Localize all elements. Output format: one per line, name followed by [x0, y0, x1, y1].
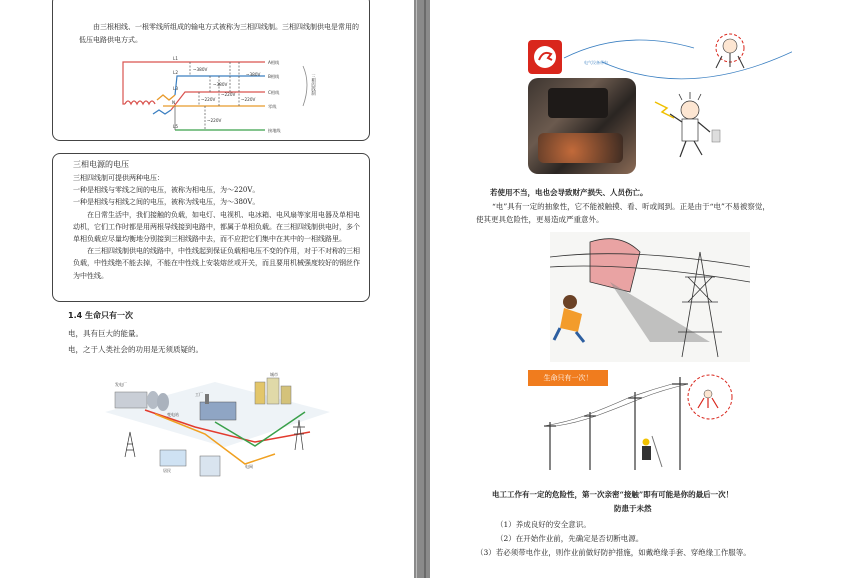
- voltage-box-body: [73, 172, 366, 282]
- warning-paragraph: 若使用不当，电也会导致财产损失、人员伤亡。: [490, 188, 648, 197]
- book-spine: [414, 0, 430, 578]
- building-icon-2: [267, 378, 279, 404]
- chimney-icon: [205, 394, 209, 404]
- grid-label-city: 城市: [270, 372, 278, 377]
- lv-3: ~380V: [246, 72, 261, 77]
- grid-label-home: 居民: [163, 468, 171, 473]
- pv-3: ~220V: [241, 97, 256, 102]
- left-page: [0, 0, 414, 578]
- electrocuted-man-illustration: [650, 82, 730, 162]
- voltage-box-title: 三相电源的电压: [73, 160, 129, 169]
- wire-label-c: C相线: [268, 90, 280, 95]
- danger-text: “电”具有一定的抽象性，它不能被触摸、看、听或闻到。正是由于“电”不易被察觉，使其更具危险性，更易造成严重意外。: [476, 202, 770, 224]
- body-icon: [682, 119, 698, 141]
- three-phase-diagram: [115, 54, 345, 140]
- grid-label-sub: 变电站: [167, 412, 179, 417]
- arm-icon: [610, 282, 710, 342]
- node-l3: L3: [173, 86, 178, 91]
- worker-ladder-icon: [642, 436, 662, 467]
- building-icon-3: [281, 386, 291, 404]
- voltage-para-2: 在三相四线制供电的线路中，中性线起到保证负载相电压不变的作用，对于不对称的三相负载，中性线绝不能去掉，不能在中性线上安装熔丝或开关，而且要用机械强度较好的钢丝作为中性线。: [73, 247, 360, 280]
- grid-label-net: 电网: [245, 464, 253, 469]
- tip-2: （2）在开始作业前，先确定是否切断电源。: [496, 534, 644, 543]
- photo-panel: [548, 88, 608, 118]
- coil-c: [153, 110, 171, 114]
- wire-icons: [544, 384, 688, 426]
- house-icon-2: [200, 456, 220, 476]
- wire-label-b: B相线: [268, 74, 280, 79]
- sign-caption: 电气设备带电: [584, 60, 608, 65]
- grid-label-plant: 发电厂: [115, 382, 127, 387]
- lv-2: ~380V: [213, 82, 228, 87]
- lv-1: ~380V: [193, 67, 208, 72]
- pv-1: ~220V: [201, 97, 216, 102]
- cooling-tower-icon-2: [157, 393, 169, 411]
- house-icon: [160, 450, 186, 466]
- right-page: [430, 0, 845, 578]
- electric-warning-sign: [528, 40, 562, 74]
- tip-1: （1）养成良好的安全意识。: [496, 520, 591, 529]
- worker-legs-icon: [554, 328, 584, 342]
- energy-text: 电，具有巨大的能量。: [68, 329, 143, 338]
- head-icon: [681, 101, 699, 119]
- pv-2: ~220V: [221, 92, 236, 97]
- three-phase-intro: [79, 21, 359, 47]
- function-text: 电，之于人类社会的功用是无须质疑的。: [68, 345, 203, 354]
- node-l2: L2: [173, 70, 178, 75]
- node-l5: L5: [173, 124, 178, 129]
- pole-icons: [544, 377, 688, 470]
- burnt-equipment-photo: [528, 78, 636, 174]
- work-danger-text: 电工工作有一定的危险性，第一次亲密“接触”即有可能是你的最后一次！: [492, 490, 734, 499]
- voltage-para-1: 在日常生活中，我们接触的负载，如电灯、电视机、电冰箱、电风扇等家用电器及单相电动机，它们工作时都是用两根导线接到电路中，都属于单相负载。在三相四线制供电时，多个单相负载应尽量均衡地分别接到三相线路中去，而不应把它们集中在其中的一相线路里。: [73, 210, 360, 244]
- intro-text: 由三根相线、一根零线所组成的输电方式被称为三相四线制。三相四线制供电是常用的低压电路供电方式。: [79, 23, 359, 44]
- switch-icon: [712, 130, 720, 142]
- power-plant-icon: [115, 392, 147, 408]
- tip-3-text: （3）若必须带电作业，则作业前做好防护措施，如戴绝缘手套、穿绝缘工作服等。: [476, 548, 751, 557]
- voltage-line-3: 一种是相线与相线之间的电压，被称为线电压，为～380V。: [73, 198, 260, 207]
- wire-label-g: 接地线: [268, 128, 281, 133]
- tip-3: [476, 546, 776, 559]
- life-once-banner: 生命只有一次！: [528, 370, 608, 386]
- grid-label-factory: 工厂: [195, 392, 203, 397]
- bracket-icon: [303, 66, 307, 106]
- factory-icon: [200, 402, 236, 420]
- side-label: 三相四线制: [310, 74, 316, 96]
- arrow-line: [564, 40, 694, 58]
- prevention-heading: 防患于未然: [614, 504, 652, 513]
- arrow-line-2: [602, 47, 792, 79]
- wire-label-a: A相线: [268, 60, 280, 65]
- hand-shock-icon: [528, 40, 562, 74]
- spark-icon: [655, 102, 674, 118]
- fist-icon: [590, 239, 640, 292]
- voltage-line-1: 三相四线制可提供两种电压：: [73, 174, 164, 182]
- coil-a: [125, 101, 155, 104]
- building-icon: [255, 382, 265, 404]
- node-n: N: [172, 100, 176, 105]
- poles-scene: [530, 372, 740, 472]
- voltage-line-2: 一种是相线与零线之间的电压，被称为相电压，为～220V。: [73, 186, 260, 195]
- victim-head-icon: [704, 390, 712, 398]
- gv: ~220V: [207, 118, 222, 123]
- voltage-box: [52, 153, 370, 302]
- photo-scorch: [538, 133, 623, 163]
- shocked-person-illustration: [700, 22, 760, 82]
- worker-body-icon: [560, 308, 582, 332]
- power-grid-illustration: [105, 372, 335, 492]
- tower-cartoon-art: [550, 232, 750, 362]
- danger-paragraph: [476, 200, 776, 226]
- wire-label-n: 零线: [268, 104, 277, 109]
- node-l1: L1: [173, 56, 178, 61]
- tower-cartoon: [550, 232, 750, 362]
- section-heading: 1.4 生命只有一次: [68, 311, 133, 320]
- worker-head-icon: [563, 295, 577, 309]
